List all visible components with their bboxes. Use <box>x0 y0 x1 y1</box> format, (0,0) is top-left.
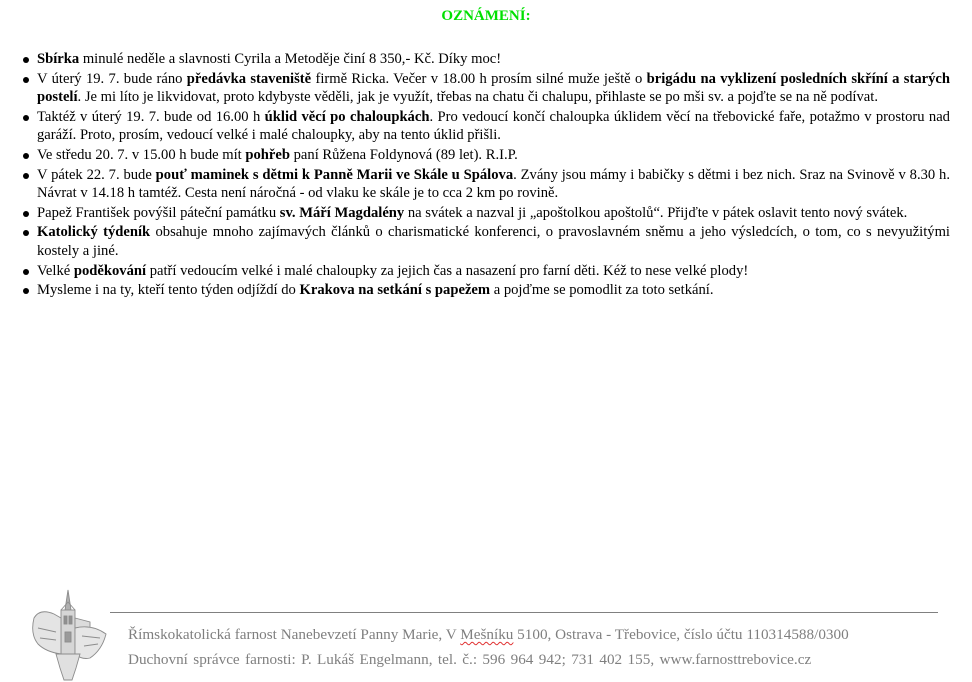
announcement-highlight: pouť maminek s dětmi k Panně Marii ve Skále u Spálova <box>155 166 514 183</box>
announcement-text: Papež František povýšil páteční památku <box>37 204 280 221</box>
announcement-item <box>22 204 950 223</box>
footer-street-name: Mešníku <box>460 626 514 643</box>
bullet-icon <box>23 153 29 159</box>
bullet-icon <box>23 230 29 236</box>
announcement-text: Velké <box>37 262 74 279</box>
announcement-highlight: pohřeb <box>245 146 290 163</box>
announcement-text: Ve středu 20. 7. v 15.00 h bude mít <box>37 146 246 163</box>
announcement-text: obsahuje mnoho zajímavých článků o charismatické konferenci, o pravoslavném sněmu a jeho výsledcích, o tom, co s nevyužitými kostely a jiné. <box>37 224 950 259</box>
footer-contact: Duchovní správce farnosti: P. Lukáš Engelmann, tel. č.: 596 964 942; 731 402 155, www.farnosttrebovice.cz <box>128 651 812 668</box>
announcement-item <box>22 262 950 281</box>
announcement-text: minulé neděle a slavnosti Cyrila a Metoděje činí 8 350,- Kč. Díky moc! <box>79 51 502 67</box>
announcement-item <box>22 50 950 69</box>
bullet-icon <box>23 211 29 217</box>
announcement-item <box>22 146 950 165</box>
announcement-text: . Je mi líto je likvidovat, proto kdybyste věděli, jak je využít, třebas na chatu či chalupu, přihlaste se po mši sv. a pojďte se na ně podívat. <box>77 89 878 106</box>
announcement-highlight: poděkování <box>73 262 147 279</box>
bullet-icon <box>23 288 29 294</box>
church-engraving-icon <box>26 588 110 682</box>
footer-parish-name: Římskokatolická farnost Nanebevzetí Panny Marie, V <box>128 626 461 643</box>
announcement-text: Mysleme i na ty, kteří tento týden odjíždí do <box>37 282 300 299</box>
bullet-icon <box>23 173 29 179</box>
footer-parish-address <box>128 626 940 644</box>
announcement-highlight: Krakova na setkání s papežem <box>299 282 491 299</box>
announcement-text: V pátek 22. 7. bude <box>37 166 156 183</box>
announcement-highlight: Sbírka <box>37 51 80 67</box>
announcement-item <box>22 70 950 107</box>
footer-address-rest: 5100, Ostrava - Třebovice, číslo účtu 110314588/0300 <box>513 626 849 643</box>
announcement-text: a pojďme se pomodlit za toto setkání. <box>490 282 714 299</box>
announcement-text: V úterý 19. 7. bude ráno <box>37 70 187 87</box>
announcement-item <box>22 281 950 300</box>
bullet-icon <box>23 115 29 121</box>
bullet-icon <box>23 57 29 63</box>
announcement-highlight: sv. Máří Magdalény <box>279 204 405 221</box>
announcement-text: firmě Ricka. Večer v 18.00 h prosím silné muže ještě o <box>311 70 647 87</box>
announcement-text: patří vedoucím velké i malé chaloupky za jejich čas a nasazení pro farní děti. Kéž to nese velké plody! <box>146 262 749 279</box>
footer-divider <box>110 612 938 613</box>
announcement-text: . Zvány jsou mámy i babičky s dětmi i bez nich. Sraz na Svinově v 8.30 h. Návrat v 14.18 h tamtéž. Cesta není náročná - od vlaku ke skále je to cca 2 km po rovině. <box>37 166 950 202</box>
page-title: OZNÁMENÍ: <box>441 8 531 24</box>
announcement-highlight: Katolický týdeník <box>37 224 151 241</box>
bullet-icon <box>23 77 29 83</box>
announcement-highlight: brigádu na vyklizení posledních skříní a starých postelí <box>37 70 951 106</box>
announcement-item <box>22 166 950 203</box>
announcement-item <box>22 223 950 260</box>
announcement-text: Taktéž v úterý 19. 7. bude od 16.00 h <box>37 108 265 125</box>
announcement-text: paní Růžena Foldynová (89 let). R.I.P. <box>289 146 518 163</box>
announcement-highlight: úklid věcí po chaloupkách <box>264 108 430 125</box>
announcement-item <box>22 108 950 145</box>
announcement-text: . Pro vedoucí končí chaloupka úklidem věcí na třebovické faře, potažmo v prostoru nad garáží. Proto, prosím, vedoucí velké i malé chaloupky, aby na tento úklid přišli. <box>37 108 950 144</box>
announcement-highlight: předávka staveniště <box>186 70 312 87</box>
announcement-text: na svátek a nazval ji „apoštolkou apoštolů“. Přijďte v pátek oslavit tento nový svátek. <box>404 204 908 221</box>
announcement-list <box>22 50 950 301</box>
bullet-icon <box>23 269 29 275</box>
